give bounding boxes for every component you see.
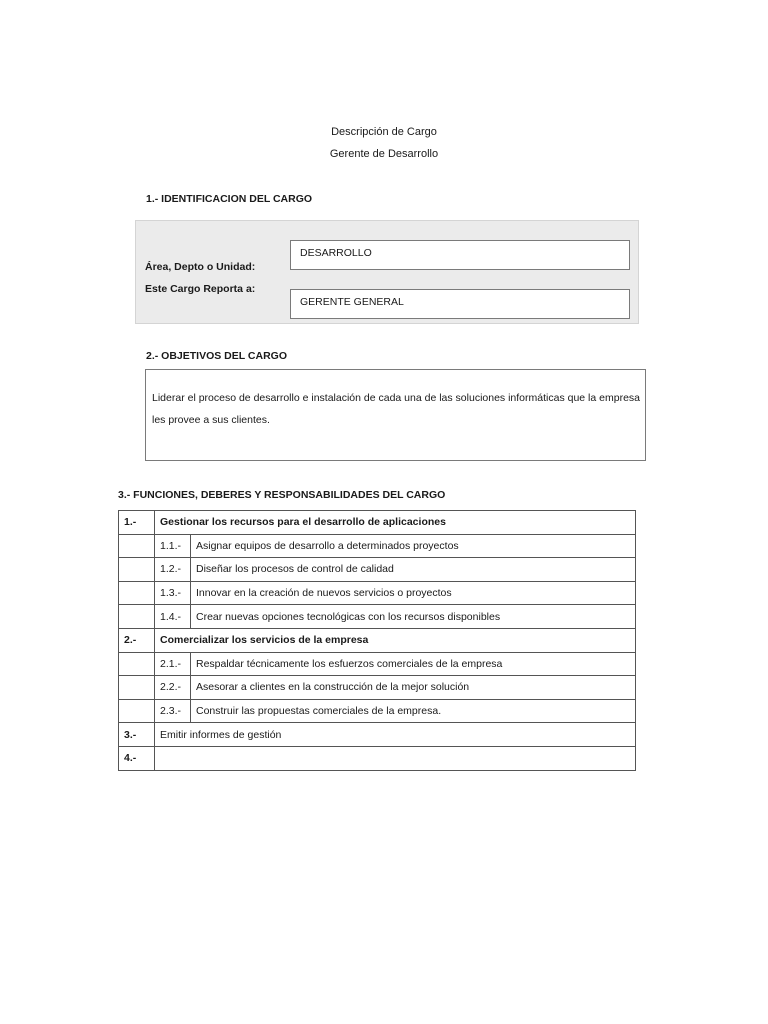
area-field[interactable]: DESARROLLO [290, 240, 630, 270]
subfunction-text: Asesorar a clientes en la construcción de la mejor solución [191, 676, 636, 700]
function-row [119, 746, 636, 770]
function-row [119, 511, 636, 535]
function-text: Gestionar los recursos para el desarrollo de aplicaciones [155, 511, 636, 535]
subfunction-number: 1.3.- [155, 581, 191, 605]
function-text: Emitir informes de gestión [155, 723, 636, 747]
reports-to-label: Este Cargo Reporta a: [145, 283, 256, 295]
subfunction-text: Construir las propuestas comerciales de la empresa. [191, 699, 636, 723]
objectives-text-box[interactable]: Liderar el proceso de desarrollo e instalación de cada una de las soluciones informáticas que la empresa les provee a sus clientes. [145, 369, 646, 461]
subfunction-row [119, 558, 636, 582]
subfunction-row [119, 534, 636, 558]
document-subtitle: Gerente de Desarrollo [329, 148, 439, 160]
subfunction-text: Innovar en la creación de nuevos servicios o proyectos [191, 581, 636, 605]
function-number: 1.- [119, 511, 155, 535]
subfunction-text: Diseñar los procesos de control de calidad [191, 558, 636, 582]
subfunction-text: Asignar equipos de desarrollo a determinados proyectos [191, 534, 636, 558]
function-number: 2.- [119, 628, 155, 652]
subfunction-number: 2.2.- [155, 676, 191, 700]
section-objectives-heading: 2.- OBJETIVOS DEL CARGO [146, 350, 287, 362]
subfunction-row [119, 581, 636, 605]
subfunction-indent-cell [119, 652, 155, 676]
subfunction-row [119, 676, 636, 700]
subfunction-number: 2.1.- [155, 652, 191, 676]
subfunction-number: 2.3.- [155, 699, 191, 723]
function-number: 4.- [119, 746, 155, 770]
function-text [155, 746, 636, 770]
functions-table [118, 510, 636, 771]
function-number: 3.- [119, 723, 155, 747]
document-title: Descripción de Cargo [331, 126, 437, 138]
function-row [119, 723, 636, 747]
subfunction-indent-cell [119, 699, 155, 723]
subfunction-number: 1.2.- [155, 558, 191, 582]
reports-to-field[interactable]: GERENTE GENERAL [290, 289, 630, 319]
identification-panel [135, 220, 639, 324]
subfunction-indent-cell [119, 558, 155, 582]
function-text: Comercializar los servicios de la empresa [155, 628, 636, 652]
section-identification-heading: 1.- IDENTIFICACION DEL CARGO [146, 193, 313, 205]
subfunction-text: Respaldar técnicamente los esfuerzos comerciales de la empresa [191, 652, 636, 676]
area-label: Área, Depto o Unidad: [145, 261, 256, 273]
subfunction-text: Crear nuevas opciones tecnológicas con los recursos disponibles [191, 605, 636, 629]
function-row [119, 628, 636, 652]
subfunction-row [119, 605, 636, 629]
subfunction-number: 1.4.- [155, 605, 191, 629]
subfunction-row [119, 699, 636, 723]
subfunction-indent-cell [119, 534, 155, 558]
subfunction-indent-cell [119, 676, 155, 700]
subfunction-number: 1.1.- [155, 534, 191, 558]
subfunction-indent-cell [119, 605, 155, 629]
subfunction-indent-cell [119, 581, 155, 605]
section-functions-heading: 3.- FUNCIONES, DEBERES Y RESPONSABILIDADES DEL CARGO [118, 489, 446, 501]
subfunction-row [119, 652, 636, 676]
